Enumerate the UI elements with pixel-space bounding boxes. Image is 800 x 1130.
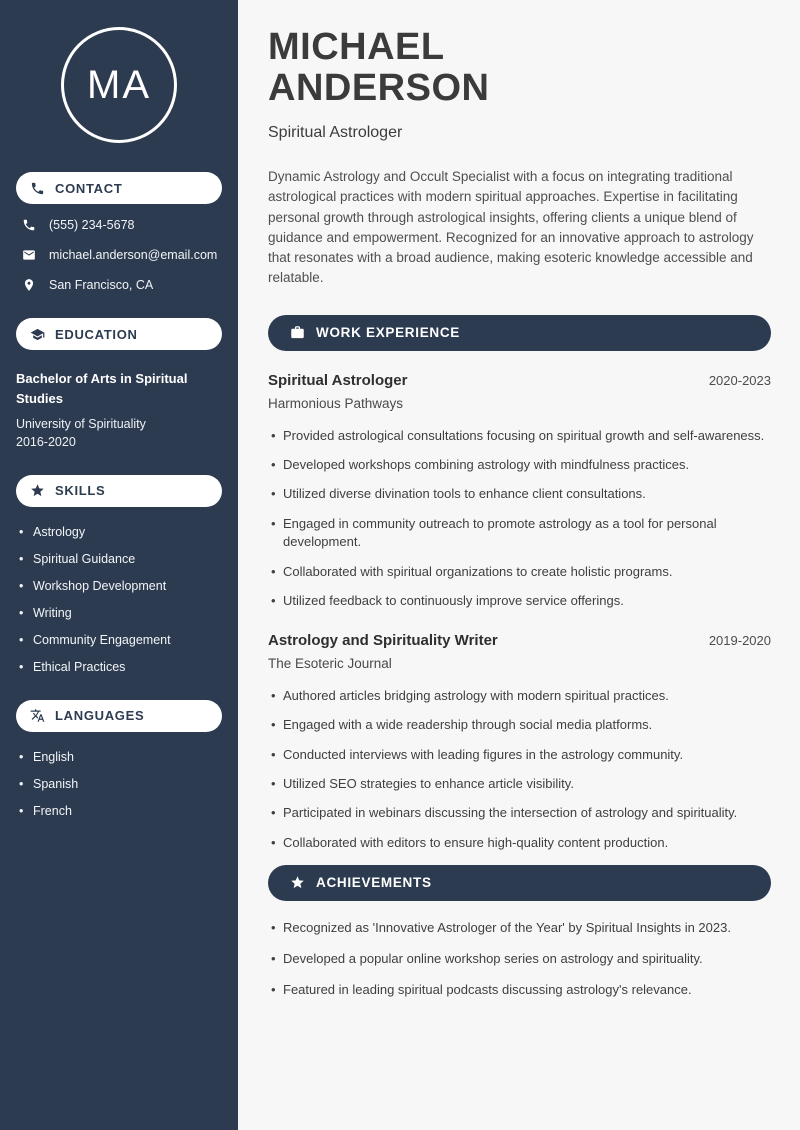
job-dates: 2019-2020 bbox=[708, 632, 771, 648]
name-line2: ANDERSON bbox=[268, 67, 490, 110]
achievement-bullet: • Developed a popular online workshop series on astrology and spirituality. bbox=[268, 950, 771, 969]
headline: Spiritual Astrologer bbox=[268, 124, 403, 142]
achievements-list bbox=[268, 919, 771, 1001]
achievement-bullet: • Featured in leading spiritual podcasts discussing astrology's relevance. bbox=[268, 981, 771, 1000]
languages-list bbox=[16, 750, 222, 818]
contact-email-text: michael.anderson@email.com bbox=[49, 248, 218, 262]
graduation-cap-icon bbox=[30, 327, 45, 342]
avatar bbox=[61, 27, 177, 143]
job-bullet: • Engaged in community outreach to promote astrology as a tool for personal development. bbox=[268, 515, 771, 553]
contact-phone bbox=[22, 218, 222, 232]
achievement-bullet: • Recognized as 'Innovative Astrologer of the Year' by Spiritual Insights in 2023. bbox=[268, 919, 771, 938]
job-role: Spiritual Astrologer bbox=[268, 371, 408, 389]
contact-section bbox=[16, 172, 222, 292]
phone-icon bbox=[22, 218, 36, 232]
star-icon bbox=[290, 875, 305, 890]
job-company: Harmonious Pathways bbox=[268, 395, 404, 411]
contact-location-text: San Francisco, CA bbox=[49, 278, 154, 292]
job-bullet: • Utilized SEO strategies to enhance article visibility. bbox=[268, 775, 771, 794]
avatar-initials: MA bbox=[87, 62, 151, 107]
language-item: • French bbox=[16, 804, 222, 818]
education-school: University of Spirituality bbox=[16, 417, 146, 432]
skill-item: • Astrology bbox=[16, 525, 222, 539]
contact-section-title: CONTACT bbox=[55, 180, 123, 196]
skill-item: • Spiritual Guidance bbox=[16, 552, 222, 566]
education-degree: Bachelor of Arts in Spiritual Studies bbox=[16, 371, 188, 407]
job-bullet: • Participated in webinars discussing the intersection of astrology and spirituality. bbox=[268, 804, 771, 823]
contact-email bbox=[22, 248, 222, 262]
skills-section-header bbox=[16, 475, 222, 507]
job-bullet: • Developed workshops combining astrology with mindfulness practices. bbox=[268, 456, 771, 475]
skill-item: • Writing bbox=[16, 606, 222, 620]
job-company: The Esoteric Journal bbox=[268, 655, 392, 671]
languages-section-title: LANGUAGES bbox=[55, 708, 145, 724]
job-bullet: • Utilized feedback to continuously improve service offerings. bbox=[268, 592, 771, 611]
languages-section-header bbox=[16, 700, 222, 732]
sidebar bbox=[0, 0, 238, 1130]
job-bullet: • Utilized diverse divination tools to enhance client consultations. bbox=[268, 485, 771, 504]
achievements-header bbox=[268, 865, 771, 901]
job-dates: 2020-2023 bbox=[708, 372, 771, 388]
job-bullet-list bbox=[268, 427, 771, 611]
briefcase-icon bbox=[290, 325, 305, 340]
skills-section-title: SKILLS bbox=[55, 483, 106, 499]
contact-location bbox=[22, 278, 222, 292]
work-experience-header bbox=[268, 315, 771, 351]
skills-list bbox=[16, 525, 222, 674]
star-icon bbox=[30, 483, 45, 498]
translate-icon bbox=[30, 708, 45, 723]
page-title bbox=[268, 27, 771, 109]
email-icon bbox=[22, 248, 36, 262]
name-line1: MICHAEL bbox=[268, 26, 445, 68]
job-header bbox=[268, 372, 771, 389]
job-bullet: • Collaborated with editors to ensure high-quality content production. bbox=[268, 834, 771, 853]
summary-paragraph: Dynamic Astrology and Occult Specialist with a focus on integrating traditional astrological practices with modern spiritual approaches. Expertise in facilitating personal growth through astrological insights, offering clients a unique blend of guidance and empowerment. Recognized for an innovative approach to astrology that resonates with a broad audience, making esoteric knowledge accessible and relatable. bbox=[268, 169, 754, 286]
skill-item: • Ethical Practices bbox=[16, 660, 222, 674]
language-item: • English bbox=[16, 750, 222, 764]
work-experience-title: WORK EXPERIENCE bbox=[316, 325, 461, 341]
achievements-title: ACHIEVEMENTS bbox=[316, 875, 432, 891]
job-bullet: • Collaborated with spiritual organizations to create holistic programs. bbox=[268, 563, 771, 582]
job-role: Astrology and Spirituality Writer bbox=[268, 631, 498, 649]
contact-phone-text: (555) 234-5678 bbox=[49, 218, 135, 232]
job-entry bbox=[268, 372, 771, 611]
phone-icon bbox=[30, 181, 45, 196]
contact-section-header bbox=[16, 172, 222, 204]
education-section-title: EDUCATION bbox=[55, 326, 138, 342]
skill-item: • Workshop Development bbox=[16, 579, 222, 593]
skills-section bbox=[16, 475, 222, 674]
education-section-header bbox=[16, 318, 222, 350]
job-bullet: • Authored articles bridging astrology with modern spiritual practices. bbox=[268, 687, 771, 706]
languages-section bbox=[16, 700, 222, 818]
education-section bbox=[16, 318, 222, 449]
job-header bbox=[268, 632, 771, 649]
job-bullet: • Provided astrological consultations focusing on spiritual growth and self-awareness. bbox=[268, 427, 771, 446]
job-bullet-list bbox=[268, 687, 771, 853]
language-item: • Spanish bbox=[16, 777, 222, 791]
job-bullet: • Engaged with a wide readership through social media platforms. bbox=[268, 716, 771, 735]
job-bullet: • Conducted interviews with leading figures in the astrology community. bbox=[268, 746, 771, 765]
skill-item: • Community Engagement bbox=[16, 633, 222, 647]
main-content bbox=[238, 0, 800, 1130]
location-icon bbox=[22, 278, 36, 292]
job-entry bbox=[268, 632, 771, 853]
education-years: 2016-2020 bbox=[16, 434, 76, 449]
